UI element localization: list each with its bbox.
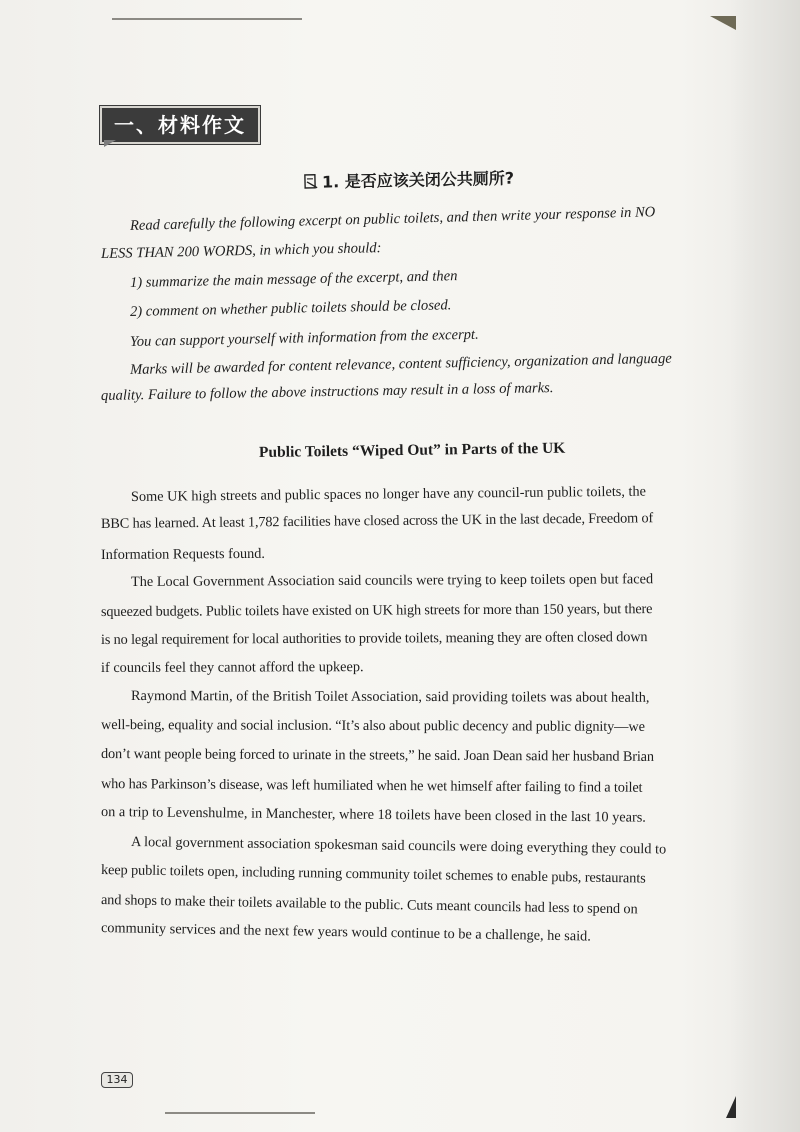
article-line: who has Parkinson’s disease, was left humiliated when he wet himself after failing to find a toilet bbox=[100, 776, 643, 796]
article-line: Raymond Martin, of the British Toilet Association, said providing toilets was about health, bbox=[130, 688, 650, 706]
article-line: Some UK high streets and public spaces no longer have any council-run public toilets, the bbox=[130, 483, 647, 505]
instruction-line: Read carefully the following excerpt on public toilets, and then write your response in NO bbox=[129, 204, 656, 234]
article-title: Public Toilets “Wiped Out” in Parts of the UK bbox=[258, 439, 566, 461]
page-corner-bottom bbox=[726, 1096, 736, 1118]
article-line: is no legal requirement for local authorities to provide toilets, meaning they are often closed down bbox=[100, 629, 648, 648]
instruction-line: 1) summarize the main message of the excerpt, and then bbox=[129, 268, 458, 291]
article-line: squeezed budgets. Public toilets have existed on UK high streets for more than 150 years, but there bbox=[100, 601, 653, 620]
article-line: BBC has learned. At least 1,782 facilities have closed across the UK in the last decade, Freedom of bbox=[100, 510, 654, 532]
article-line: community services and the next few years would continue to be a challenge, he said. bbox=[100, 920, 591, 945]
article-line: and shops to make their toilets available to the public. Cuts meant councils had less to spend on bbox=[100, 892, 638, 918]
page-number: 134 bbox=[101, 1072, 133, 1088]
article-line: A local government association spokesman said councils were doing everything they could to bbox=[130, 834, 667, 858]
page-corner-top bbox=[710, 16, 736, 30]
bottom-rule bbox=[165, 1112, 315, 1114]
section-badge: 一、材料作文 bbox=[100, 106, 260, 144]
article-line: don’t want people being forced to urinate in the streets,” he said. Joan Dean said her husband Brian bbox=[100, 746, 654, 765]
instruction-line: LESS THAN 200 WORDS, in which you should: bbox=[100, 240, 382, 262]
article-line: if councils feel they cannot afford the upkeep. bbox=[100, 659, 364, 676]
question-icon bbox=[304, 173, 318, 188]
question-heading bbox=[304, 165, 544, 192]
instruction-line: 2) comment on whether public toilets should be closed. bbox=[129, 297, 452, 320]
instruction-line: quality. Failure to follow the above instructions may result in a loss of marks. bbox=[100, 380, 554, 404]
instruction-line: You can support yourself with information from the excerpt. bbox=[129, 326, 479, 350]
article-line: Information Requests found. bbox=[100, 545, 266, 563]
article-line: The Local Government Association said councils were trying to keep toilets open but faced bbox=[130, 571, 654, 590]
top-rule bbox=[112, 18, 302, 20]
article-line: well-being, equality and social inclusion. “It’s also about public decency and public dignity—we bbox=[100, 717, 645, 735]
badge-fold bbox=[104, 140, 116, 147]
question-title: 1. 是否应该关闭公共厕所? bbox=[321, 168, 515, 192]
instruction-line: Marks will be awarded for content relevance, content sufficiency, organization and language bbox=[129, 350, 672, 378]
article-line: on a trip to Levenshulme, in Manchester, where 18 toilets have been closed in the last 10 years. bbox=[100, 804, 646, 826]
article-line: keep public toilets open, including running community toilet schemes to enable pubs, restaurants bbox=[100, 862, 646, 887]
page-edge-shadow bbox=[730, 0, 800, 1132]
